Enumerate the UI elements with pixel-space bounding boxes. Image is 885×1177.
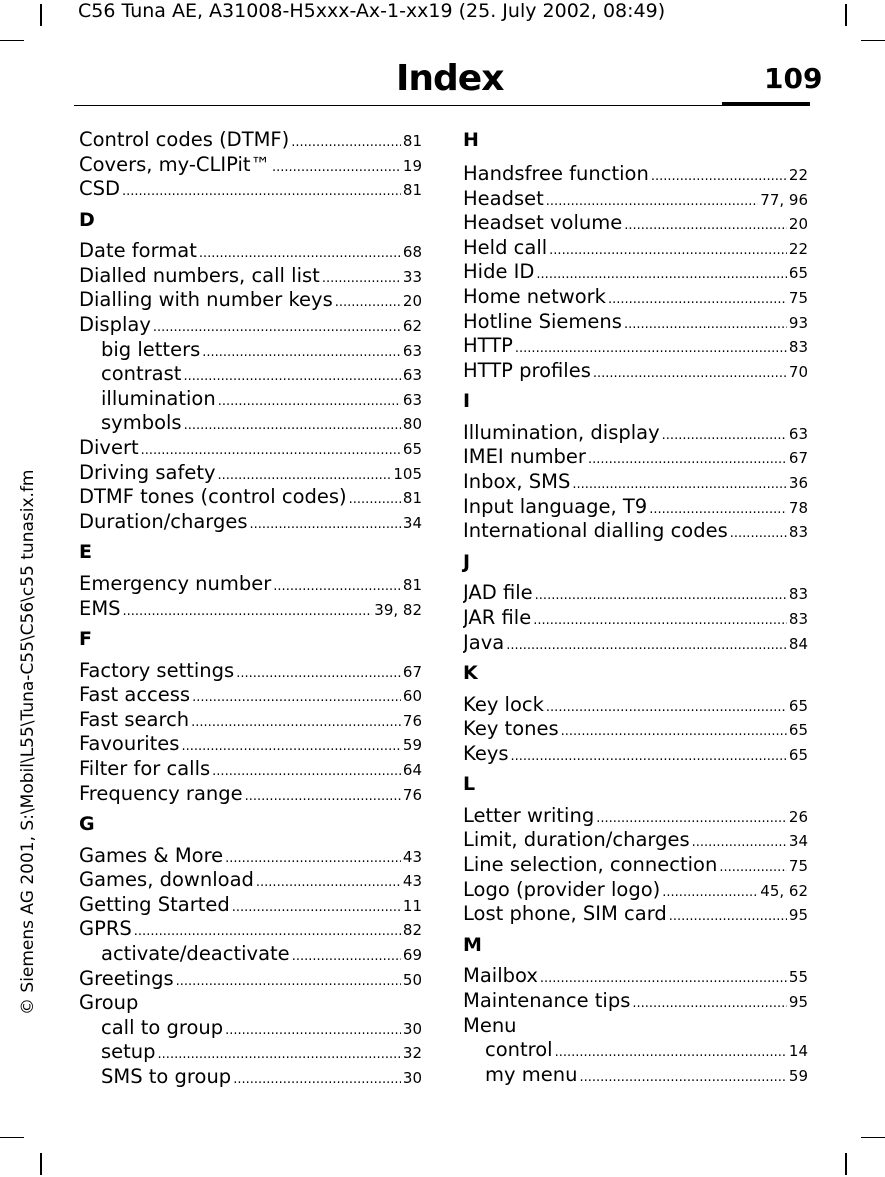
index-column-right: [463, 128, 808, 1087]
index-column-left: [79, 128, 422, 1090]
index-entry: Handsfree function ..... 22: [463, 162, 808, 187]
index-entry: Maintenance tips ..... 95: [463, 989, 808, 1014]
index-entry: Divert ..... 65: [79, 436, 422, 461]
crop-mark: [861, 40, 885, 41]
index-entry: Lost phone, SIM card ..... 95: [463, 902, 808, 927]
header-rule: [74, 105, 722, 106]
index-entry: JAD file ..... 83: [463, 581, 808, 606]
index-entry: HTTP ..... 83: [463, 334, 808, 359]
index-entry: Duration/charges ..... 34: [79, 510, 422, 535]
index-entry: Menu: [463, 1013, 517, 1037]
section-letter: I: [463, 390, 471, 413]
index-entry: Favourites ..... 59: [79, 732, 422, 757]
crop-mark: [40, 4, 42, 26]
index-subentry: contrast ..... 63: [79, 362, 422, 387]
index-entry: Limit, duration/charges ..... 34: [463, 828, 808, 853]
index-entry: Key lock ..... 65: [463, 693, 808, 718]
index-entry: Factory settings ..... 67: [79, 659, 422, 684]
index-entry: Headset volume ..... 20: [463, 211, 808, 236]
index-entry: Held call ..... 22: [463, 236, 808, 261]
index-entry: Date format ..... 68: [79, 239, 422, 264]
index-entry: Hotline Siemens ..... 93: [463, 310, 808, 335]
index-subentry: call to group ..... 30: [79, 1016, 422, 1041]
index-entry: Group: [79, 991, 139, 1015]
crop-mark: [845, 1153, 847, 1175]
section-letter: D: [79, 208, 95, 231]
index-subentry: big letters ..... 63: [79, 338, 422, 363]
index-entry: Key tones ..... 65: [463, 717, 808, 742]
index-entry: Inbox, SMS ..... 36: [463, 470, 808, 495]
index-entry: Fast access ..... 60: [79, 683, 422, 708]
index-entry: Covers, my-CLIPit™ ..... 19: [79, 153, 422, 178]
index-subentry: control ..... 14: [463, 1038, 808, 1063]
index-subentry: illumination ..... 63: [79, 387, 422, 412]
section-letter: K: [463, 662, 478, 685]
index-entry: Filter for calls ..... 64: [79, 757, 422, 782]
index-entry: Keys ..... 65: [463, 742, 808, 767]
index-entry: Emergency number ..... 81: [79, 572, 422, 597]
index-entry: Home network ..... 75: [463, 285, 808, 310]
section-letter: F: [79, 628, 92, 651]
index-entry: Hide ID ..... 65: [463, 260, 808, 285]
index-entry: International dialling codes ..... 83: [463, 519, 808, 544]
index-entry: Frequency range ..... 76: [79, 782, 422, 807]
index-entry: GPRS ..... 82: [79, 917, 422, 942]
section-letter: E: [79, 541, 92, 564]
copyright-sidebar: © Siemens AG 2001, S:\Mobil\L55\Tuna-C55\C56\c55 tunasix.fm: [18, 469, 38, 1015]
page-title: Index: [396, 58, 504, 99]
index-subentry: my menu ..... 59: [463, 1063, 808, 1088]
index-entry: Headset ..... 77, 96: [463, 187, 808, 212]
index-entry: Display ..... 62: [79, 313, 422, 338]
index-entry: Letter writing ..... 26: [463, 804, 808, 829]
index-entry: JAR file ..... 83: [463, 606, 808, 631]
index-entry: Games & More ..... 43: [79, 844, 422, 869]
index-subentry: SMS to group ..... 30: [79, 1065, 422, 1090]
index-entry: EMS ..... 39, 82: [79, 597, 422, 622]
crop-mark: [40, 1153, 42, 1175]
index-entry: Games, download ..... 43: [79, 868, 422, 893]
index-entry: Illumination, display ..... 63: [463, 421, 808, 446]
index-entry: Input language, T9 ..... 78: [463, 495, 808, 520]
index-subentry: symbols ..... 80: [79, 411, 422, 436]
index-entry: Control codes (DTMF) ..... 81: [79, 128, 422, 153]
running-head: C56 Tuna AE, A31008-H5xxx-Ax-1-xx19 (25. July 2002, 08:49): [78, 0, 666, 22]
index-entry: Getting Started ..... 11: [79, 893, 422, 918]
index-subentry: activate/deactivate ..... 69: [79, 942, 422, 967]
index-entry: Fast search ..... 76: [79, 708, 422, 733]
index-entry: Greetings ..... 50: [79, 967, 422, 992]
index-entry: HTTP profiles ..... 70: [463, 359, 808, 384]
index-entry: Dialling with number keys ..... 20: [79, 288, 422, 313]
index-entry: Dialled numbers, call list ..... 33: [79, 264, 422, 289]
page-number: 109: [764, 62, 823, 95]
section-letter: M: [463, 933, 482, 956]
index-entry: IMEI number ..... 67: [463, 445, 808, 470]
crop-mark: [845, 4, 847, 26]
section-letter: L: [463, 773, 476, 796]
index-entry: Line selection, connection ..... 75: [463, 853, 808, 878]
page-number-rule: [722, 102, 810, 106]
crop-mark: [0, 40, 24, 41]
index-entry: Logo (provider logo) ..... 45, 62: [463, 878, 808, 903]
section-letter: H: [463, 129, 479, 151]
index-entry: CSD ..... 81: [79, 177, 422, 202]
index-entry: Driving safety ..... 105: [79, 461, 422, 486]
index-entry: Mailbox ..... 55: [463, 964, 808, 989]
crop-mark: [861, 1137, 885, 1138]
section-letter: J: [463, 550, 471, 573]
section-letter: G: [79, 813, 95, 836]
crop-mark: [0, 1137, 24, 1138]
index-entry: DTMF tones (control codes) ..... 81: [79, 485, 422, 510]
index-entry: Java ..... 84: [463, 631, 808, 656]
index-subentry: setup ..... 32: [79, 1040, 422, 1065]
